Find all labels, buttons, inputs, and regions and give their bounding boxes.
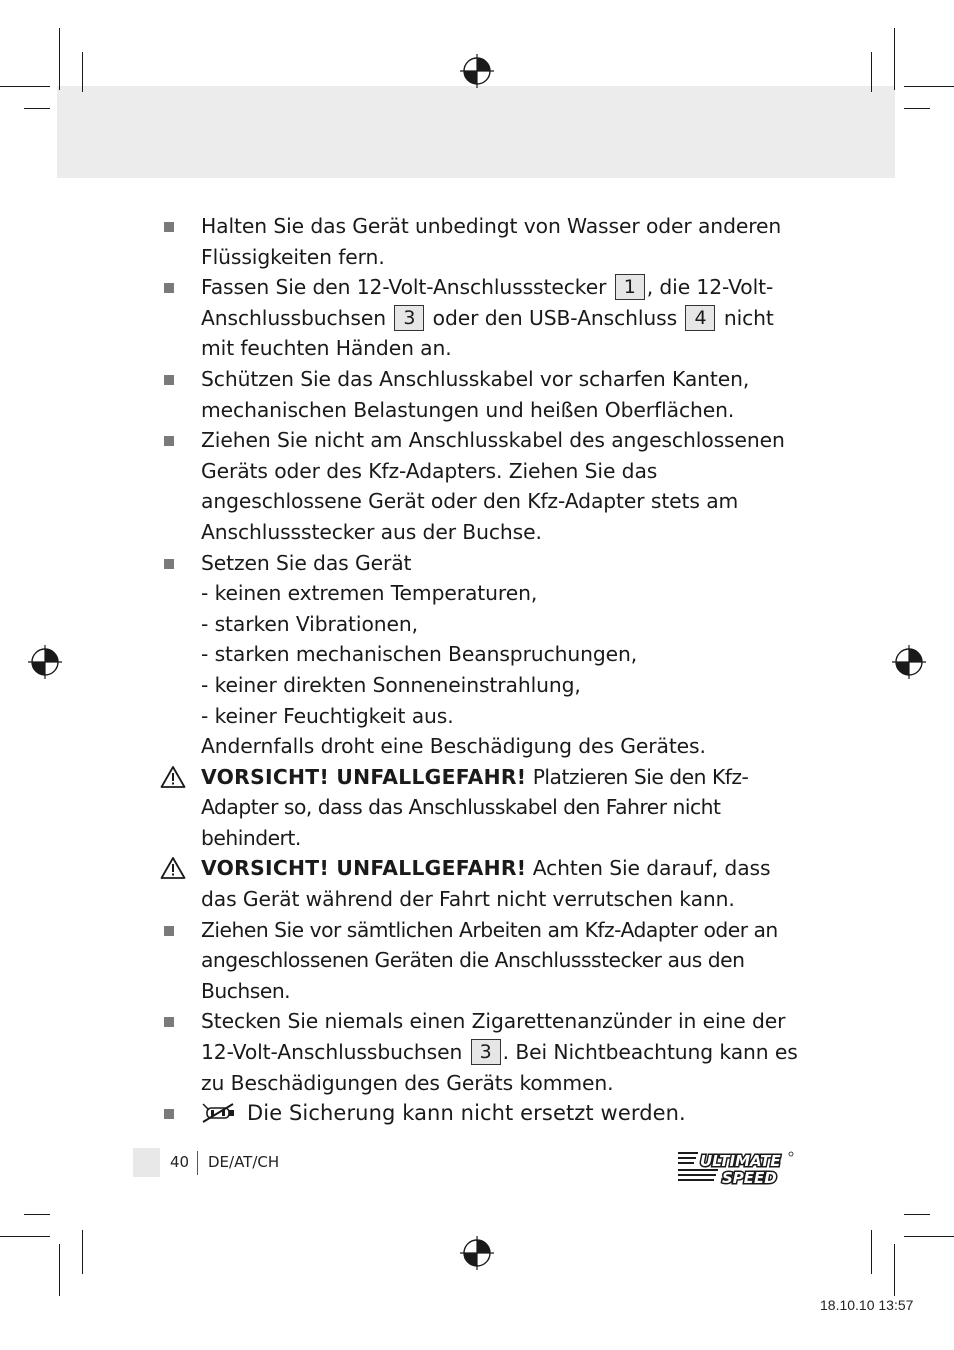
registration-mark-icon: [28, 645, 62, 679]
warning-text: Platzieren Sie den Kfz-Adapter so, dass das Anschlusskabel den Fahrer nicht behindert.: [201, 764, 749, 850]
warning-text: Achten Sie darauf, dass das Gerät während der Fahrt nicht verrutschen kann.: [201, 856, 771, 912]
footer-divider: [197, 1151, 198, 1175]
item-text: Ziehen Sie nicht am Anschlusskabel des angeschlossenen Geräts oder des Kfz-Adapters. Ziehen Sie das angeschlossene Gerät oder den Kfz-Adapter stets am Anschlussstecker aus der Buchse.: [201, 428, 785, 544]
part-reference: 3: [394, 305, 424, 331]
list-item: [160, 272, 800, 364]
list-item: [160, 211, 800, 272]
warning-item: [160, 853, 800, 914]
list-item: [160, 1006, 800, 1098]
bullet-square: [164, 926, 174, 936]
header-band: [57, 86, 895, 178]
registration-mark-icon: [460, 1236, 494, 1270]
bullet-square: [164, 559, 174, 569]
item-text: Setzen Sie das Gerät: [201, 550, 412, 575]
list-item: [160, 425, 800, 547]
footer-marker: [133, 1148, 160, 1177]
item-text: oder den USB-Anschluss: [432, 305, 678, 330]
part-reference: 4: [685, 305, 715, 331]
item-text: Ziehen Sie vor sämtlichen Arbeiten am Kfz-Adapter oder an angeschlossenen Geräten die Anschlussstecker aus den Buchsen.: [201, 917, 778, 1003]
list-item: [160, 548, 800, 762]
warning-triangle-icon: [160, 765, 186, 789]
warning-item: [160, 762, 800, 854]
item-text: Stecken Sie niemals einen Zigarettenanzünder in eine der 12-Volt-Anschlussbuchsen: [201, 1009, 786, 1065]
sub-item: - starken Vibrationen,: [201, 611, 418, 636]
item-text: . Bei Nichtbeachtung kann es zu Beschädigungen des Geräts kommen.: [201, 1040, 798, 1095]
bullet-square: [164, 1109, 174, 1119]
registration-mark-icon: [460, 54, 494, 88]
logo-line2: SPEED: [722, 1169, 777, 1186]
print-timestamp: 18.10.10 13:57: [820, 1297, 914, 1313]
item-text: Schützen Sie das Anschlusskabel vor scharfen Kanten, mechanischen Belastungen und heißen Oberflächen.: [201, 366, 750, 422]
country-codes: DE/AT/CH: [208, 1153, 280, 1171]
item-text: Die Sicherung kann nicht ersetzt werden.: [247, 1101, 686, 1126]
fuse-icon: [201, 1102, 237, 1124]
item-text: Halten Sie das Gerät unbedingt von Wasser oder anderen Flüssigkeiten fern.: [201, 214, 782, 269]
warning-label: VORSICHT! UNFALLGEFAHR!: [201, 764, 527, 789]
safety-instructions: [160, 211, 800, 1129]
part-reference: 1: [615, 274, 645, 300]
item-text: , die 12-Volt-Anschlussbuchsen: [201, 275, 774, 330]
sub-item: - keiner direkten Sonneneinstrahlung,: [201, 672, 581, 697]
warning-label: VORSICHT! UNFALLGEFAHR!: [201, 856, 527, 881]
sub-item: - starken mechanischen Beanspruchungen,: [201, 642, 638, 667]
item-text: Fassen Sie den 12-Volt-Anschlussstecker: [201, 275, 607, 300]
list-item: [160, 915, 800, 1007]
bullet-square: [164, 222, 174, 232]
logo-line1: ULTIMATE: [700, 1152, 781, 1170]
sub-item: - keinen extremen Temperaturen,: [201, 581, 538, 606]
sub-item: - keiner Feuchtigkeit aus.: [201, 703, 454, 728]
list-item: [160, 1098, 800, 1129]
ultimate-speed-logo: [676, 1146, 796, 1186]
registration-mark-icon: [892, 645, 926, 679]
bullet-square: [164, 1017, 174, 1027]
bullet-square: [164, 436, 174, 446]
list-item: [160, 364, 800, 425]
item-text: Andernfalls droht eine Beschädigung des Gerätes.: [201, 734, 706, 759]
page-number: 40: [170, 1153, 190, 1171]
warning-triangle-icon: [160, 856, 186, 880]
part-reference: 3: [471, 1039, 501, 1065]
item-text: nicht mit feuchten Händen an.: [201, 305, 774, 361]
bullet-square: [164, 283, 174, 293]
bullet-square: [164, 375, 174, 385]
